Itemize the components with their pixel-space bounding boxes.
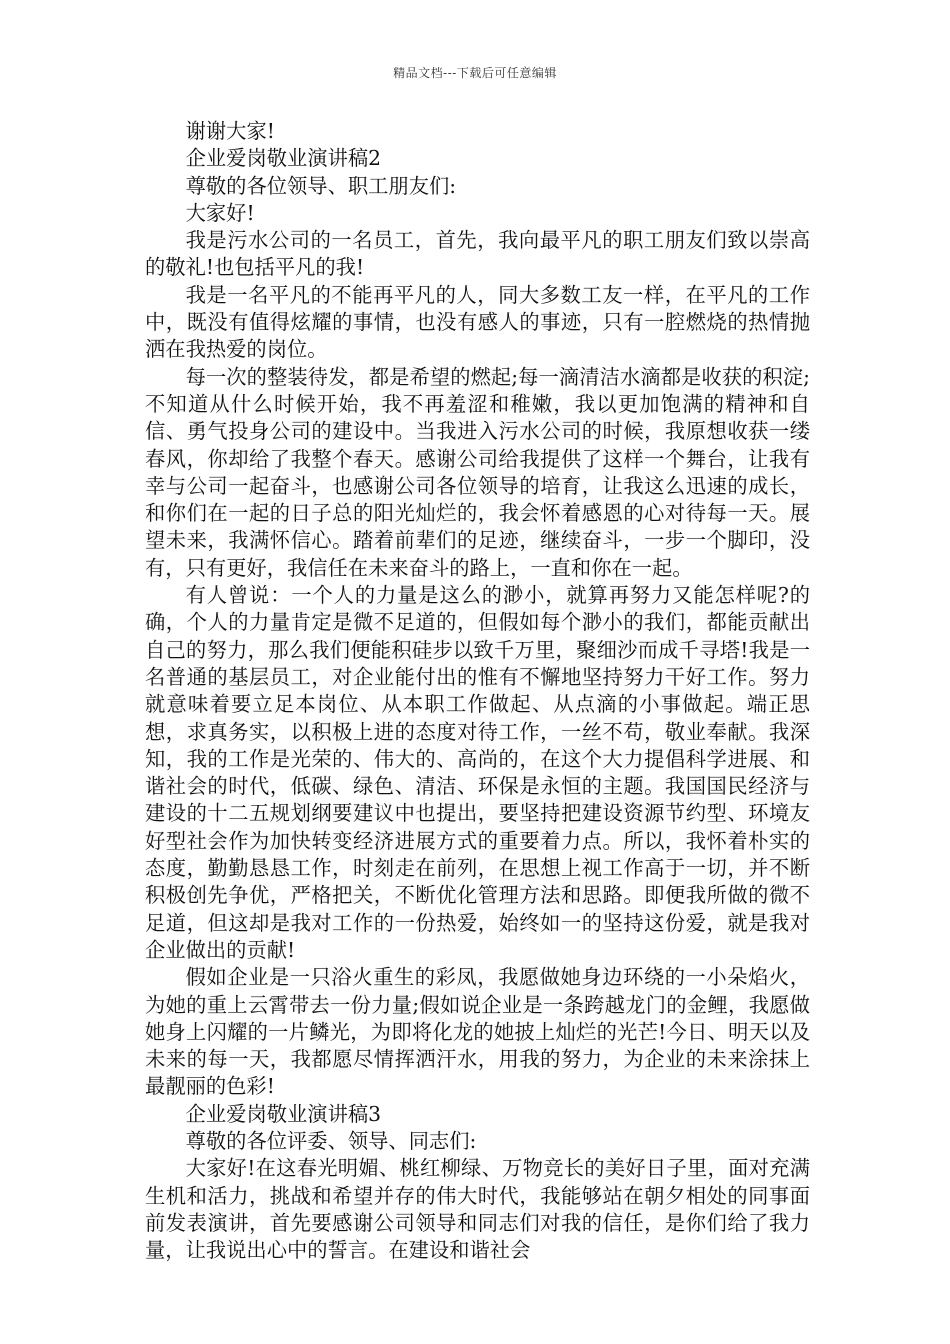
speech-title-3: 企业爱岗敬业演讲稿3 <box>185 1101 382 1126</box>
paragraph-ordinary: 我是一名平凡的不能再平凡的人，同大多数工友一样，在平凡的工作中，既没有值得炫耀的事情，也没有感人的事迹，只有一腔燃烧的热情抛洒在我热爱的岗位。 <box>145 282 810 362</box>
salutation-3: 尊敬的各位评委、领导、同志们: <box>185 1128 477 1153</box>
paragraph-effort: 有人曾说：一个人的力量是这么的渺小，就算再努力又能怎样呢?的确，个人的力量肯定是微不足道的，但假如每个渺小的我们，都能贡献出自己的努力，那么我们便能积硅步以致千万里，聚细沙而成千寻塔!我是一名普通的基层员工，对企业能付出的惟有不懈地坚持努力干好工作。努力就意味着要立足本岗位、从本职工作做起、从点滴的小事做起。端正思想，求真务实，以积极上进的态度对待工作，一丝不苟，敬业奉献。我深知，我的工作是光荣的、伟大的、高尚的，在这个大力提倡科学进展、和谐社会的时代，低碳、绿色、清洁、环保是永恒的主题。我国国民经济与建设的十二五规划纲要建议中也提出，要坚持把建设资源节约型、环境友好型社会作为加快转变经济进展方式的重要着力点。所以，我怀着朴实的态度，勤勤恳恳工作，时刻走在前列，在思想上视工作高于一切，并不断积极创先争优，严格把关，不断优化管理方法和思路。即便我所做的微不足道，但这却是我对工作的一份热爱，始终如一的坚持这份爱，就是我对企业做出的贡献! <box>145 583 810 962</box>
paragraph-hope: 每一次的整装待发，都是希望的燃起;每一滴清洁水滴都是收获的积淀;不知道从什么时候开始，我不再羞涩和稚嫩，我以更加饱满的精神和自信、勇气投身公司的建设中。当我进入污水公司的时候，我原想收获一缕春风，你却给了我整个春天。感谢公司给我提供了这样一个舞台，让我有幸与公司一起奋斗，也感谢公司各位领导的培育，让我这么迅速的成长，和你们在一起的日子总的阳光灿烂的，我会怀着感恩的心对待每一天。展望未来，我满怀信心。踏着前辈们的足迹，继续奋斗，一步一个脚印，没有，只有更好，我信任在未来奋斗的路上，一直和你在一起。 <box>145 364 810 580</box>
salutation-2: 尊敬的各位领导、职工朋友们: <box>185 173 457 198</box>
paragraph-phoenix: 假如企业是一只浴火重生的彩凤，我愿做她身边环绕的一小朵焰火，为她的重上云霄带去一份力量;假如说企业是一条跨越龙门的金鲤，我愿做她身上闪耀的一片鳞光，为即将化龙的她披上灿烂的光芒!今日、明天以及未来的每一天，我都愿尽情挥洒汗水，用我的努力，为企业的未来涂抹上最靓丽的色彩! <box>145 965 810 1099</box>
document-body <box>145 118 810 1264</box>
paragraph-intro: 我是污水公司的一名员工，首先，我向最平凡的职工朋友们致以崇高的敬礼!也包括平凡的我! <box>145 228 810 280</box>
page-header: 精品文档---下载后可任意编辑 <box>393 66 557 80</box>
paragraph-greeting-3: 大家好!在这春光明媚、桃红柳绿、万物竞长的美好日子里，面对充满生机和活力，挑战和希望并存的伟大时代，我能够站在朝夕相处的同事面前发表演讲，首先要感谢公司领导和同志们对我的信任，是你们给了我力量，让我说出心中的誓言。在建设和谐社会 <box>145 1156 810 1263</box>
speech-title-2: 企业爱岗敬业演讲稿2 <box>185 146 382 171</box>
closing-line: 谢谢大家! <box>185 119 275 143</box>
greeting-2: 大家好! <box>185 200 255 225</box>
